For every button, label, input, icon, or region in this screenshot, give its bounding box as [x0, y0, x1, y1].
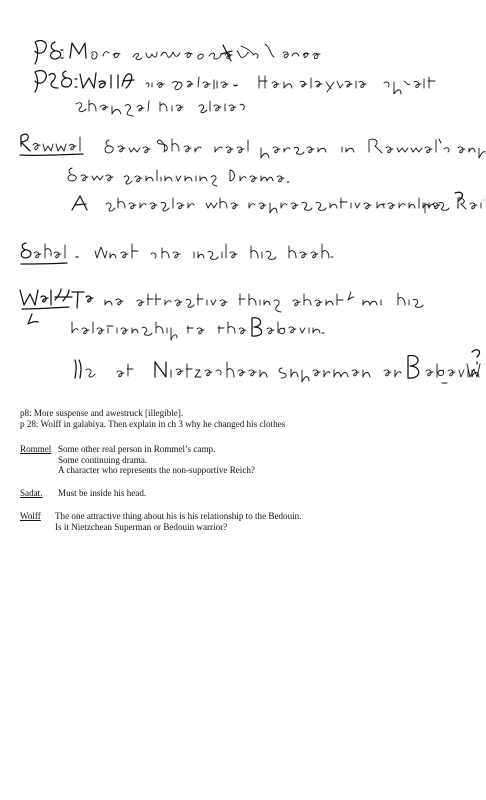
handwritten-line-changed-clothes: [76, 100, 244, 116]
wolff-label: Wolff: [20, 511, 41, 521]
handwritten-sadat-block: [21, 243, 333, 264]
rommel-label: Rommel: [20, 444, 52, 454]
wolff-line-1: The one attractive thing about his is his relationship to the Bedouin.: [55, 511, 302, 521]
handwritten-wolff-block: [20, 289, 480, 383]
handwritten-line-p8: [35, 41, 320, 64]
sadat-line: Must be inside his head.: [58, 488, 147, 498]
handwritten-line-p28: [35, 71, 435, 94]
sadat-label: Sadat.: [20, 488, 43, 498]
rommel-line-2: Some continuing drama.: [58, 454, 148, 465]
transcription-line-p8: p8: More suspense and awestruck [illegible].: [20, 408, 184, 418]
handwritten-rommel-block: [20, 134, 485, 213]
wolff-line-2: Is it Nietzchean Superman or Bedouin warrior?: [55, 521, 228, 532]
rommel-line-3: A character who represents the non-supportive Reich?: [58, 465, 255, 475]
rommel-line-1: Some other real person in Rommel’s camp.: [58, 444, 216, 454]
transcription-line-p28: p 28: Wolff in galabiya. Then explain in ch 3 why he changed his clothes: [20, 418, 286, 429]
